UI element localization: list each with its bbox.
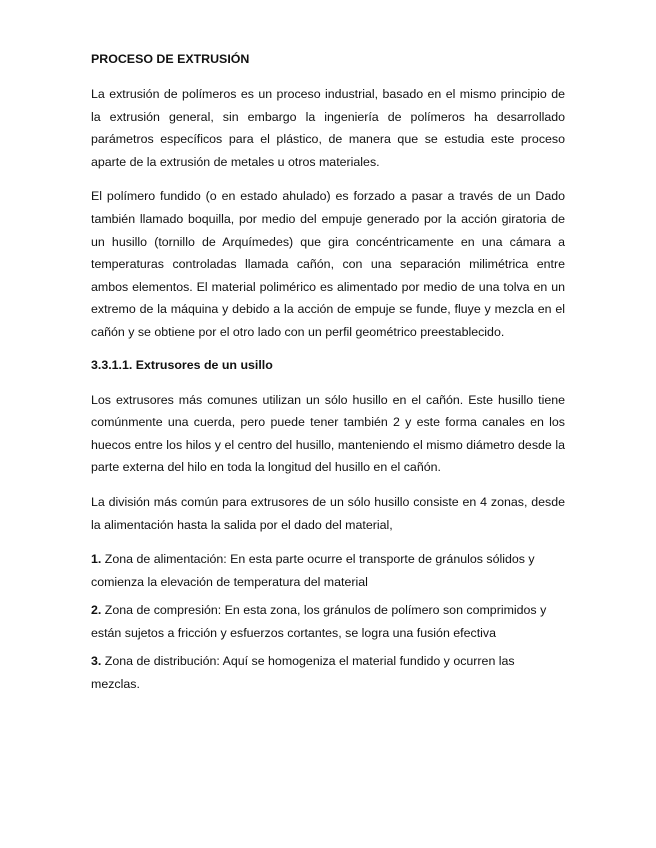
zone-number: 1. (91, 552, 102, 567)
intro-paragraph-1: La extrusión de polímeros es un proceso industrial, basado en el mismo principio de la extrusión general, sin embargo la ingeniería de polímeros ha desarrollado parámetros específicos para el plástico, de manera que se estudia este proceso aparte de la extrusión de metales u otros materiales. (91, 87, 565, 169)
zone-item (91, 599, 565, 644)
document-content (91, 50, 565, 702)
zone-item (91, 650, 565, 695)
zone-item (91, 548, 565, 593)
section-heading: 3.3.1.1. Extrusores de un usillo (91, 357, 273, 372)
zone-number: 3. (91, 654, 102, 669)
zone-number: 2. (91, 603, 102, 618)
zone-text: Zona de distribución: Aquí se homogeniza el material fundido y ocurren las mezclas. (91, 654, 515, 692)
zone-text: Zona de compresión: En esta zona, los gránulos de polímero son comprimidos y están sujetos a fricción y esfuerzos cortantes, se logra una fusión efectiva (91, 603, 547, 640)
intro-paragraph-2: El polímero fundido (o en estado ahulado) es forzado a pasar a través de un Dado también llamado boquilla, por medio del empuje generado por la acción giratoria de un husillo (tornillo de Arquímedes) que gira concéntricamente en una cámara a temperaturas controladas llamada cañón, con una separación milimétrica entre ambos elementos. El material polimérico es alimentado por medio de una tolva en un extremo de la máquina y debido a la acción de empuje se funde, fluye y mezcla en el cañón y se obtiene por el otro lado con un perfil geométrico preestablecido. (91, 189, 565, 339)
zone-text: Zona de alimentación: En esta parte ocurre el transporte de gránulos sólidos y comienza la elevación de temperatura del material (91, 552, 535, 589)
section-paragraph-1: Los extrusores más comunes utilizan un sólo husillo en el cañón. Este husillo tiene comúnmente una cuerda, pero puede tener también 2 y este forma canales en los huecos entre los hilos y el centro del husillo, manteniendo el mismo diámetro desde la parte externa del hilo en toda la longitud del husillo en el cañón. (91, 392, 565, 475)
section-paragraph-2: La división más común para extrusores de un sólo husillo consiste en 4 zonas, desde la alimentación hasta la salida por el dado del material, (91, 494, 565, 532)
document-title: PROCESO DE EXTRUSIÓN (91, 52, 250, 66)
